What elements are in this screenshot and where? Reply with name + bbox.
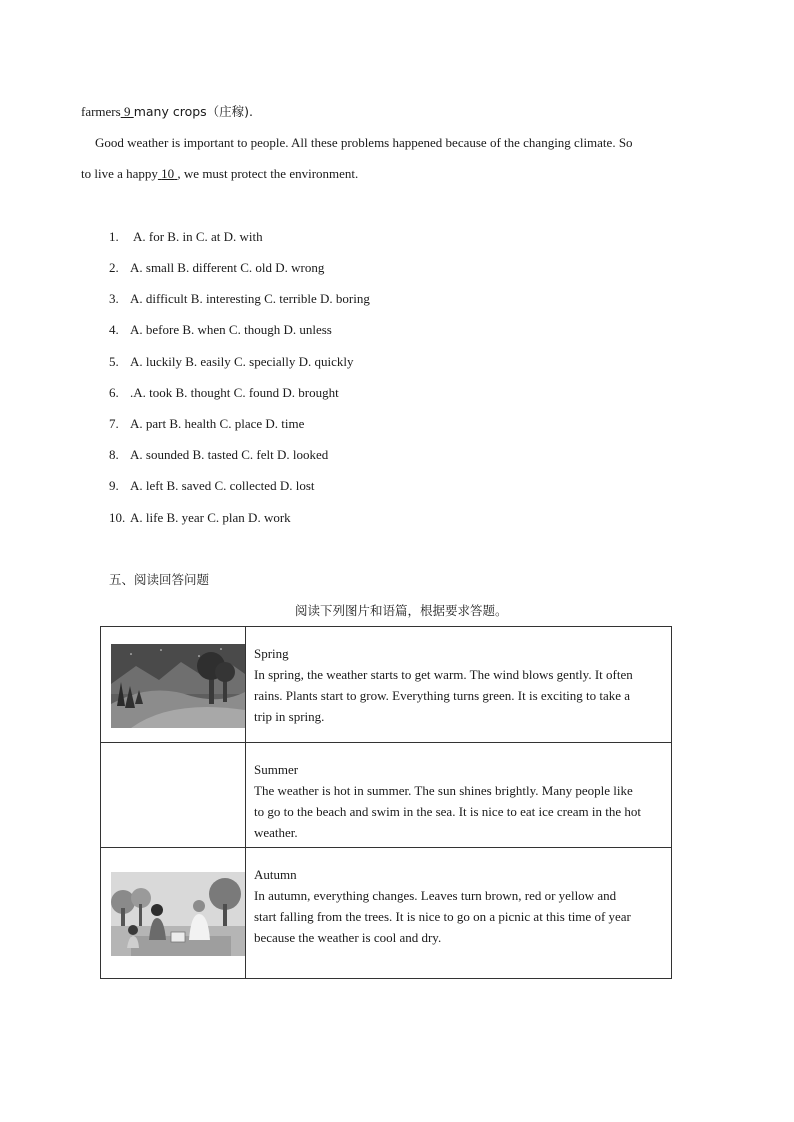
season-text-line: start falling from the trees. It is nice to go on a picnic at this time of year [254,909,631,924]
passage-text: farmers [81,104,121,119]
autumn-image-cell [101,848,246,979]
question-number: 8. [109,447,119,462]
question-number: 2. [109,260,119,275]
question-number: 3. [109,291,119,306]
summer-row [101,743,672,848]
question-options: A. difficult B. interesting C. terrible D. boring [130,291,370,306]
question-4 [109,322,332,338]
question-7 [109,416,304,432]
season-text-line: rains. Plants start to grow. Everything turns green. It is exciting to take a [254,688,631,703]
question-options: A. luckily B. easily C. specially D. quickly [130,354,354,369]
season-title: Summer [254,762,299,777]
season-title: Spring [254,646,289,661]
question-options: A. left B. saved C. collected D. lost [130,478,315,493]
question-number: 1. [109,229,119,244]
question-number: 10. [109,510,126,525]
autumn-text-cell [246,848,672,979]
autumn-row [101,848,672,979]
question-options: A. part B. health C. place D. time [130,416,305,431]
spring-image-cell [101,627,246,743]
passage-line-1 [81,104,253,120]
blank-10: 10 [161,166,175,181]
summer-text-cell [246,743,672,848]
family-picnic-illustration [111,872,245,956]
question-1 [109,229,263,245]
question-number: 4. [109,322,119,337]
question-options: A. small B. different C. old D. wrong [130,260,325,275]
question-5 [109,354,354,370]
passage-text: many crops（庄稼). [133,104,254,119]
season-title: Autumn [254,867,297,882]
question-options: A. sounded B. tasted C. felt D. looked [130,447,329,462]
season-text-line: In autumn, everything changes. Leaves turn brown, red or yellow and [254,888,617,903]
section-instruction: 阅读下列图片和语篇，根据要求答题。 [295,603,508,618]
passage-line-3 [81,166,358,182]
summer-image-cell [101,743,246,848]
question-8 [109,447,328,463]
question-9 [109,478,315,494]
reading-table [100,626,672,979]
spring-row [101,627,672,743]
question-number: 6. [109,385,119,400]
question-2 [109,260,324,276]
season-text-line: because the weather is cool and dry. [254,930,442,945]
question-6 [109,385,339,401]
question-number: 5. [109,354,119,369]
question-options: A. life B. year C. plan D. work [130,510,291,525]
spring-text-cell [246,627,672,743]
night-landscape-illustration [111,644,245,728]
passage-text: , we must protect the environment. [177,166,359,181]
question-3 [109,291,370,307]
question-number: 9. [109,478,119,493]
season-text-line: to go to the beach and swim in the sea. It is nice to eat ice cream in the hot [254,804,641,819]
section-heading: 五、阅读回答问题 [109,572,210,587]
passage-text: to live a happy [81,166,158,181]
season-text-line: weather. [254,825,298,840]
question-options: A. before B. when C. though D. unless [130,322,332,337]
season-text-line: trip in spring. [254,709,325,724]
question-number: 7. [109,416,119,431]
passage-line-2: Good weather is important to people. All these problems happened because of the changing climate. So [95,135,633,150]
blank-9: 9 [123,104,131,119]
question-options: A. for B. in C. at D. with [133,229,263,244]
question-10 [109,510,291,526]
season-text-line: In spring, the weather starts to get warm. The wind blows gently. It often [254,667,633,682]
season-text-line: The weather is hot in summer. The sun shines brightly. Many people like [254,783,633,798]
question-options: .A. took B. thought C. found D. brought [130,385,339,400]
